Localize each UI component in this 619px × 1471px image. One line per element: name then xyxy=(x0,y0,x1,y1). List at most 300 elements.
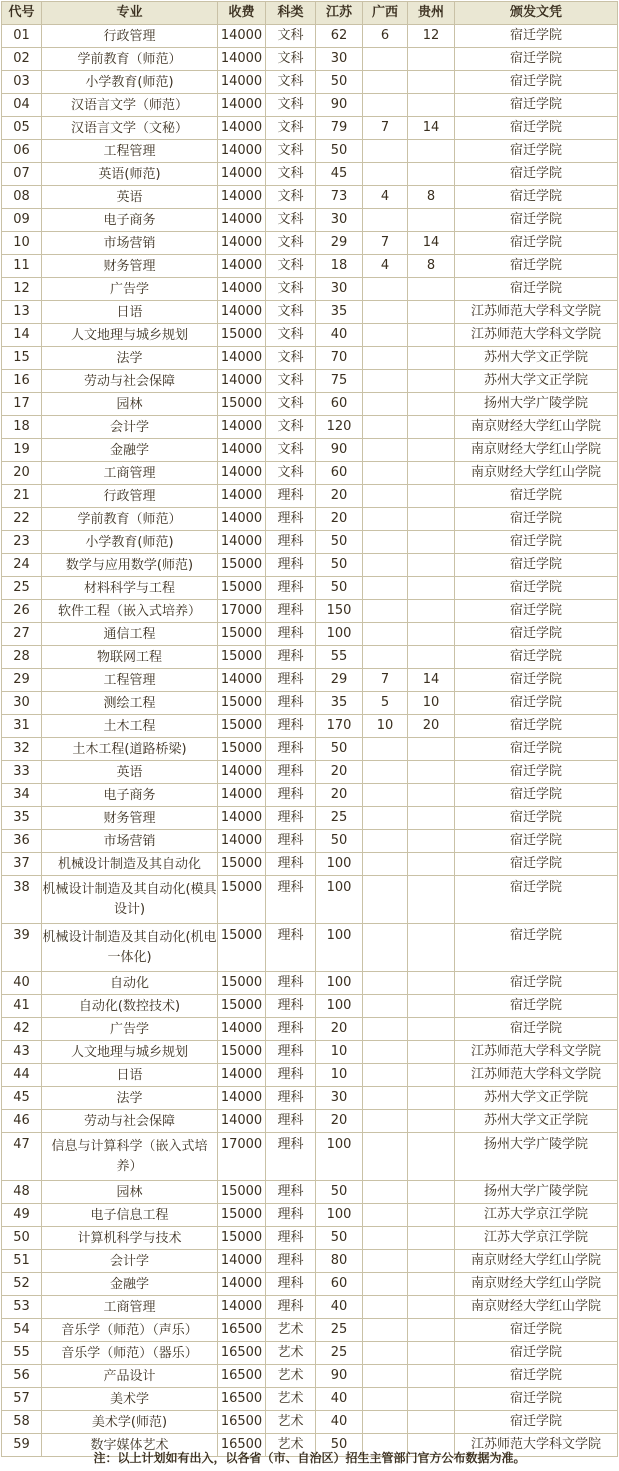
cell-jiangsu: 10 xyxy=(316,1064,363,1087)
cell-fee: 14000 xyxy=(218,1296,266,1319)
cell-jiangsu: 20 xyxy=(316,1110,363,1133)
header-category: 科类 xyxy=(266,2,316,25)
cell-guizhou: 10 xyxy=(408,692,455,715)
table-row xyxy=(2,1388,618,1411)
cell-jiangsu: 20 xyxy=(316,508,363,531)
cell-category: 理科 xyxy=(266,554,316,577)
cell-diploma: 宿迁学院 xyxy=(455,71,618,94)
cell-category: 文科 xyxy=(266,140,316,163)
cell-guizhou xyxy=(408,71,455,94)
cell-jiangsu: 29 xyxy=(316,669,363,692)
cell-major: 人文地理与城乡规划 xyxy=(42,1041,218,1064)
cell-guangxi xyxy=(363,301,408,324)
cell-jiangsu: 45 xyxy=(316,163,363,186)
cell-guangxi xyxy=(363,807,408,830)
cell-guangxi xyxy=(363,71,408,94)
cell-major: 日语 xyxy=(42,1064,218,1087)
cell-code: 01 xyxy=(2,25,42,48)
cell-guizhou xyxy=(408,301,455,324)
table-row xyxy=(2,1227,618,1250)
cell-guangxi xyxy=(363,554,408,577)
cell-code: 43 xyxy=(2,1041,42,1064)
cell-guizhou xyxy=(408,209,455,232)
cell-guizhou xyxy=(408,1110,455,1133)
cell-guizhou xyxy=(408,1087,455,1110)
cell-code: 18 xyxy=(2,416,42,439)
cell-jiangsu: 20 xyxy=(316,761,363,784)
cell-fee: 14000 xyxy=(218,1110,266,1133)
table-row xyxy=(2,1296,618,1319)
cell-guizhou: 14 xyxy=(408,669,455,692)
cell-category: 理科 xyxy=(266,577,316,600)
cell-fee: 14000 xyxy=(218,485,266,508)
cell-diploma: 宿迁学院 xyxy=(455,761,618,784)
cell-guangxi xyxy=(363,761,408,784)
cell-major: 信息与计算科学（嵌入式培养） xyxy=(42,1133,218,1181)
cell-guizhou xyxy=(408,876,455,924)
cell-code: 34 xyxy=(2,784,42,807)
cell-guizhou xyxy=(408,784,455,807)
cell-diploma: 宿迁学院 xyxy=(455,48,618,71)
cell-major: 音乐学（师范）（声乐） xyxy=(42,1319,218,1342)
cell-code: 14 xyxy=(2,324,42,347)
cell-code: 16 xyxy=(2,370,42,393)
cell-jiangsu: 30 xyxy=(316,278,363,301)
cell-code: 15 xyxy=(2,347,42,370)
cell-category: 理科 xyxy=(266,853,316,876)
cell-fee: 14000 xyxy=(218,1018,266,1041)
cell-jiangsu: 60 xyxy=(316,1273,363,1296)
cell-major: 材料科学与工程 xyxy=(42,577,218,600)
table-row xyxy=(2,1342,618,1365)
cell-diploma: 宿迁学院 xyxy=(455,692,618,715)
cell-guizhou xyxy=(408,1342,455,1365)
cell-major: 行政管理 xyxy=(42,485,218,508)
cell-diploma: 扬州大学广陵学院 xyxy=(455,1181,618,1204)
cell-category: 艺术 xyxy=(266,1365,316,1388)
cell-fee: 15000 xyxy=(218,1041,266,1064)
cell-guizhou xyxy=(408,1018,455,1041)
cell-guangxi: 7 xyxy=(363,669,408,692)
cell-code: 40 xyxy=(2,972,42,995)
cell-diploma: 扬州大学广陵学院 xyxy=(455,1133,618,1181)
cell-guizhou xyxy=(408,1411,455,1434)
cell-guizhou: 14 xyxy=(408,232,455,255)
cell-guangxi xyxy=(363,347,408,370)
cell-diploma: 宿迁学院 xyxy=(455,508,618,531)
cell-major: 学前教育（师范） xyxy=(42,48,218,71)
cell-diploma: 宿迁学院 xyxy=(455,669,618,692)
cell-major: 金融学 xyxy=(42,1273,218,1296)
cell-guangxi xyxy=(363,439,408,462)
cell-jiangsu: 40 xyxy=(316,1411,363,1434)
table-row xyxy=(2,1018,618,1041)
table-row xyxy=(2,646,618,669)
cell-diploma: 宿迁学院 xyxy=(455,163,618,186)
cell-category: 文科 xyxy=(266,71,316,94)
cell-jiangsu: 50 xyxy=(316,1434,363,1457)
cell-guizhou xyxy=(408,485,455,508)
cell-category: 文科 xyxy=(266,209,316,232)
table-row xyxy=(2,370,618,393)
cell-category: 理科 xyxy=(266,1087,316,1110)
cell-major: 市场营销 xyxy=(42,830,218,853)
cell-guizhou xyxy=(408,94,455,117)
cell-jiangsu: 30 xyxy=(316,48,363,71)
cell-major: 电子商务 xyxy=(42,784,218,807)
cell-code: 37 xyxy=(2,853,42,876)
cell-fee: 15000 xyxy=(218,715,266,738)
table-row xyxy=(2,554,618,577)
cell-category: 理科 xyxy=(266,1041,316,1064)
cell-major: 电子商务 xyxy=(42,209,218,232)
cell-major: 音乐学（师范）（器乐） xyxy=(42,1342,218,1365)
cell-fee: 15000 xyxy=(218,577,266,600)
cell-jiangsu: 50 xyxy=(316,830,363,853)
cell-diploma: 宿迁学院 xyxy=(455,140,618,163)
cell-diploma: 宿迁学院 xyxy=(455,830,618,853)
cell-category: 文科 xyxy=(266,186,316,209)
cell-guizhou xyxy=(408,646,455,669)
cell-fee: 14000 xyxy=(218,784,266,807)
cell-diploma: 南京财经大学红山学院 xyxy=(455,1273,618,1296)
cell-code: 09 xyxy=(2,209,42,232)
cell-category: 艺术 xyxy=(266,1388,316,1411)
cell-major: 劳动与社会保障 xyxy=(42,1110,218,1133)
cell-guangxi: 4 xyxy=(363,186,408,209)
cell-code: 13 xyxy=(2,301,42,324)
cell-code: 17 xyxy=(2,393,42,416)
cell-code: 36 xyxy=(2,830,42,853)
cell-guizhou xyxy=(408,439,455,462)
cell-fee: 15000 xyxy=(218,1181,266,1204)
cell-code: 21 xyxy=(2,485,42,508)
cell-code: 04 xyxy=(2,94,42,117)
cell-major: 财务管理 xyxy=(42,255,218,278)
cell-major: 法学 xyxy=(42,1087,218,1110)
cell-guizhou xyxy=(408,347,455,370)
cell-category: 文科 xyxy=(266,255,316,278)
cell-fee: 16500 xyxy=(218,1319,266,1342)
cell-category: 理科 xyxy=(266,623,316,646)
cell-jiangsu: 100 xyxy=(316,853,363,876)
cell-major: 工程管理 xyxy=(42,669,218,692)
cell-category: 理科 xyxy=(266,784,316,807)
cell-major: 劳动与社会保障 xyxy=(42,370,218,393)
cell-diploma: 宿迁学院 xyxy=(455,554,618,577)
cell-category: 理科 xyxy=(266,600,316,623)
header-major: 专业 xyxy=(42,2,218,25)
table-row xyxy=(2,324,618,347)
cell-guizhou xyxy=(408,1204,455,1227)
cell-major: 日语 xyxy=(42,301,218,324)
cell-code: 10 xyxy=(2,232,42,255)
cell-fee: 15000 xyxy=(218,324,266,347)
cell-category: 理科 xyxy=(266,807,316,830)
cell-guangxi xyxy=(363,924,408,972)
cell-diploma: 宿迁学院 xyxy=(455,209,618,232)
cell-code: 41 xyxy=(2,995,42,1018)
cell-guangxi xyxy=(363,48,408,71)
cell-major: 行政管理 xyxy=(42,25,218,48)
header-guangxi: 广西 xyxy=(363,2,408,25)
cell-guizhou xyxy=(408,1296,455,1319)
cell-fee: 15000 xyxy=(218,876,266,924)
cell-guangxi: 10 xyxy=(363,715,408,738)
cell-jiangsu: 10 xyxy=(316,1041,363,1064)
cell-major: 美术学(师范) xyxy=(42,1411,218,1434)
cell-jiangsu: 40 xyxy=(316,324,363,347)
cell-diploma: 苏州大学文正学院 xyxy=(455,1110,618,1133)
cell-major: 工程管理 xyxy=(42,140,218,163)
cell-guangxi xyxy=(363,209,408,232)
cell-fee: 17000 xyxy=(218,600,266,623)
table-row xyxy=(2,1204,618,1227)
cell-guizhou xyxy=(408,531,455,554)
cell-guizhou xyxy=(408,1133,455,1181)
cell-guangxi xyxy=(363,508,408,531)
cell-jiangsu: 50 xyxy=(316,140,363,163)
cell-diploma: 江苏师范大学科文学院 xyxy=(455,324,618,347)
cell-category: 文科 xyxy=(266,439,316,462)
cell-major: 会计学 xyxy=(42,416,218,439)
cell-guangxi xyxy=(363,1365,408,1388)
cell-diploma: 江苏师范大学科文学院 xyxy=(455,1041,618,1064)
cell-code: 53 xyxy=(2,1296,42,1319)
cell-fee: 14000 xyxy=(218,416,266,439)
table-row xyxy=(2,692,618,715)
table-row xyxy=(2,577,618,600)
cell-code: 26 xyxy=(2,600,42,623)
table-row xyxy=(2,278,618,301)
table-row xyxy=(2,48,618,71)
cell-fee: 14000 xyxy=(218,1064,266,1087)
cell-guangxi xyxy=(363,1250,408,1273)
cell-code: 47 xyxy=(2,1133,42,1181)
cell-fee: 14000 xyxy=(218,1087,266,1110)
cell-diploma: 宿迁学院 xyxy=(455,623,618,646)
cell-jiangsu: 20 xyxy=(316,784,363,807)
cell-guangxi xyxy=(363,324,408,347)
cell-category: 理科 xyxy=(266,1110,316,1133)
cell-code: 59 xyxy=(2,1434,42,1457)
cell-code: 19 xyxy=(2,439,42,462)
cell-diploma: 宿迁学院 xyxy=(455,94,618,117)
cell-jiangsu: 40 xyxy=(316,1388,363,1411)
table-row xyxy=(2,508,618,531)
cell-code: 57 xyxy=(2,1388,42,1411)
cell-guangxi xyxy=(363,972,408,995)
header-jiangsu: 江苏 xyxy=(316,2,363,25)
cell-diploma: 南京财经大学红山学院 xyxy=(455,1296,618,1319)
cell-guangxi xyxy=(363,623,408,646)
cell-guangxi xyxy=(363,531,408,554)
cell-fee: 14000 xyxy=(218,1273,266,1296)
cell-jiangsu: 35 xyxy=(316,301,363,324)
cell-fee: 15000 xyxy=(218,738,266,761)
cell-category: 文科 xyxy=(266,232,316,255)
cell-fee: 14000 xyxy=(218,278,266,301)
header-guizhou: 贵州 xyxy=(408,2,455,25)
cell-jiangsu: 90 xyxy=(316,1365,363,1388)
table-row xyxy=(2,416,618,439)
cell-code: 07 xyxy=(2,163,42,186)
table-row xyxy=(2,995,618,1018)
cell-major: 工商管理 xyxy=(42,462,218,485)
cell-jiangsu: 29 xyxy=(316,232,363,255)
table-row xyxy=(2,807,618,830)
cell-code: 58 xyxy=(2,1411,42,1434)
cell-guangxi xyxy=(363,278,408,301)
cell-code: 28 xyxy=(2,646,42,669)
header-fee: 收费 xyxy=(218,2,266,25)
cell-category: 理科 xyxy=(266,1181,316,1204)
cell-diploma: 宿迁学院 xyxy=(455,784,618,807)
cell-jiangsu: 50 xyxy=(316,71,363,94)
cell-guizhou xyxy=(408,324,455,347)
cell-major: 数字媒体艺术 xyxy=(42,1434,218,1457)
cell-major: 自动化 xyxy=(42,972,218,995)
cell-category: 文科 xyxy=(266,347,316,370)
cell-jiangsu: 50 xyxy=(316,1227,363,1250)
table-row xyxy=(2,531,618,554)
cell-jiangsu: 25 xyxy=(316,807,363,830)
cell-jiangsu: 20 xyxy=(316,1018,363,1041)
cell-code: 23 xyxy=(2,531,42,554)
table-row xyxy=(2,255,618,278)
cell-code: 46 xyxy=(2,1110,42,1133)
cell-jiangsu: 90 xyxy=(316,439,363,462)
cell-fee: 14000 xyxy=(218,508,266,531)
cell-fee: 15000 xyxy=(218,1204,266,1227)
cell-diploma: 宿迁学院 xyxy=(455,924,618,972)
cell-fee: 14000 xyxy=(218,462,266,485)
cell-diploma: 宿迁学院 xyxy=(455,25,618,48)
cell-jiangsu: 100 xyxy=(316,1204,363,1227)
table-row xyxy=(2,876,618,924)
cell-diploma: 宿迁学院 xyxy=(455,600,618,623)
cell-fee: 14000 xyxy=(218,807,266,830)
cell-guizhou: 8 xyxy=(408,186,455,209)
cell-guizhou xyxy=(408,830,455,853)
cell-jiangsu: 60 xyxy=(316,393,363,416)
cell-code: 51 xyxy=(2,1250,42,1273)
cell-category: 文科 xyxy=(266,324,316,347)
cell-diploma: 宿迁学院 xyxy=(455,1388,618,1411)
cell-guizhou: 8 xyxy=(408,255,455,278)
table-row xyxy=(2,117,618,140)
cell-guangxi: 4 xyxy=(363,255,408,278)
cell-diploma: 南京财经大学红山学院 xyxy=(455,1250,618,1273)
cell-code: 20 xyxy=(2,462,42,485)
table-row xyxy=(2,232,618,255)
cell-diploma: 宿迁学院 xyxy=(455,1411,618,1434)
cell-guizhou xyxy=(408,600,455,623)
cell-guizhou xyxy=(408,370,455,393)
cell-diploma: 宿迁学院 xyxy=(455,715,618,738)
cell-guizhou xyxy=(408,1250,455,1273)
cell-guangxi xyxy=(363,738,408,761)
cell-fee: 14000 xyxy=(218,71,266,94)
cell-jiangsu: 70 xyxy=(316,347,363,370)
cell-fee: 16500 xyxy=(218,1434,266,1457)
table-row xyxy=(2,25,618,48)
cell-category: 理科 xyxy=(266,876,316,924)
cell-category: 理科 xyxy=(266,646,316,669)
cell-major: 小学教育(师范) xyxy=(42,531,218,554)
cell-category: 理科 xyxy=(266,1064,316,1087)
cell-guangxi xyxy=(363,1133,408,1181)
cell-major: 英语(师范) xyxy=(42,163,218,186)
cell-guizhou xyxy=(408,738,455,761)
header-row xyxy=(2,2,618,25)
cell-major: 工商管理 xyxy=(42,1296,218,1319)
cell-guizhou xyxy=(408,462,455,485)
cell-jiangsu: 79 xyxy=(316,117,363,140)
cell-guangxi: 6 xyxy=(363,25,408,48)
cell-category: 文科 xyxy=(266,416,316,439)
cell-major: 软件工程（嵌入式培养） xyxy=(42,600,218,623)
cell-jiangsu: 100 xyxy=(316,876,363,924)
cell-category: 理科 xyxy=(266,531,316,554)
cell-guangxi: 7 xyxy=(363,117,408,140)
cell-jiangsu: 150 xyxy=(316,600,363,623)
cell-major: 广告学 xyxy=(42,1018,218,1041)
cell-fee: 14000 xyxy=(218,301,266,324)
cell-category: 理科 xyxy=(266,738,316,761)
table-row xyxy=(2,600,618,623)
cell-major: 小学教育(师范) xyxy=(42,71,218,94)
cell-code: 22 xyxy=(2,508,42,531)
cell-category: 理科 xyxy=(266,924,316,972)
cell-category: 理科 xyxy=(266,1250,316,1273)
cell-guangxi xyxy=(363,830,408,853)
cell-fee: 15000 xyxy=(218,393,266,416)
cell-jiangsu: 50 xyxy=(316,738,363,761)
cell-fee: 14000 xyxy=(218,140,266,163)
cell-guangxi xyxy=(363,1273,408,1296)
table-row xyxy=(2,163,618,186)
cell-guizhou xyxy=(408,1388,455,1411)
cell-jiangsu: 30 xyxy=(316,1087,363,1110)
cell-code: 30 xyxy=(2,692,42,715)
cell-fee: 14000 xyxy=(218,25,266,48)
cell-category: 艺术 xyxy=(266,1342,316,1365)
cell-fee: 14000 xyxy=(218,439,266,462)
cell-major: 汉语言文学（文秘） xyxy=(42,117,218,140)
cell-fee: 14000 xyxy=(218,186,266,209)
cell-guizhou xyxy=(408,1227,455,1250)
cell-fee: 15000 xyxy=(218,972,266,995)
cell-code: 32 xyxy=(2,738,42,761)
cell-guangxi xyxy=(363,1064,408,1087)
cell-major: 机械设计制造及其自动化(模具设计) xyxy=(42,876,218,924)
cell-major: 机械设计制造及其自动化(机电一体化) xyxy=(42,924,218,972)
cell-category: 文科 xyxy=(266,94,316,117)
cell-major: 物联网工程 xyxy=(42,646,218,669)
table-row xyxy=(2,209,618,232)
cell-guangxi xyxy=(363,1388,408,1411)
cell-guangxi xyxy=(363,1319,408,1342)
cell-guizhou xyxy=(408,853,455,876)
cell-guangxi xyxy=(363,393,408,416)
cell-jiangsu: 55 xyxy=(316,646,363,669)
cell-diploma: 宿迁学院 xyxy=(455,1365,618,1388)
cell-jiangsu: 40 xyxy=(316,1296,363,1319)
table-row xyxy=(2,140,618,163)
cell-guangxi xyxy=(363,1087,408,1110)
table-row xyxy=(2,1411,618,1434)
